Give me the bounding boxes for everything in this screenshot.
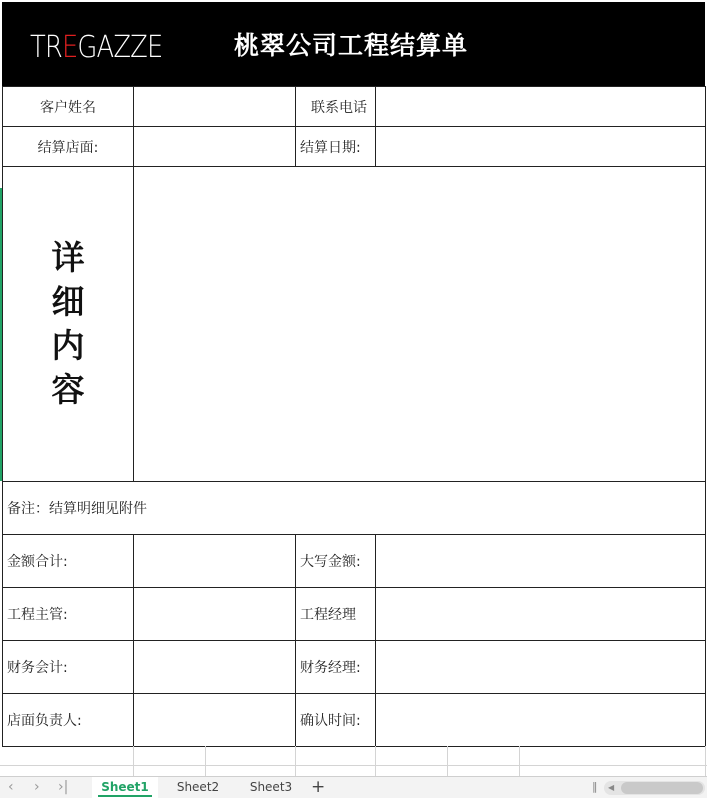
add-sheet-button[interactable]: +: [311, 777, 326, 797]
form-header: [2, 2, 705, 86]
next-sheet-icon[interactable]: ›: [34, 779, 40, 795]
customer-name-cell[interactable]: [133, 86, 296, 127]
supervisor-cell[interactable]: [133, 587, 296, 641]
scrollbar-thumb[interactable]: [621, 782, 703, 794]
tab-sheet2[interactable]: Sheet2: [176, 780, 220, 794]
tab-sheet1[interactable]: Sheet1: [92, 777, 158, 798]
grid-line: [375, 746, 376, 776]
scroll-left-icon[interactable]: ◀: [608, 783, 615, 792]
accountant-cell[interactable]: [133, 640, 296, 694]
customer-name-label[interactable]: 客户姓名: [2, 86, 134, 127]
accountant-label[interactable]: 财务会计:: [2, 640, 134, 694]
total-amount-cell[interactable]: [133, 534, 296, 588]
brand-logo: TREGAZZE: [30, 30, 163, 65]
grid-line: [295, 746, 296, 776]
project-manager-label[interactable]: 工程经理: [295, 587, 376, 641]
phone-label[interactable]: 联系电话: [295, 86, 376, 127]
grid-line: [705, 746, 706, 776]
store-head-label[interactable]: 店面负责人:: [2, 693, 134, 747]
first-sheet-icon[interactable]: ‹: [8, 779, 14, 795]
tab-sheet3[interactable]: Sheet3: [249, 780, 293, 794]
grid-line: [133, 746, 134, 776]
grid-line: [205, 746, 206, 776]
phone-cell[interactable]: [375, 86, 706, 127]
confirm-time-label[interactable]: 确认时间:: [295, 693, 376, 747]
store-head-cell[interactable]: [133, 693, 296, 747]
project-manager-cell[interactable]: [375, 587, 706, 641]
last-sheet-icon[interactable]: ›|: [58, 779, 69, 795]
settlement-date-label[interactable]: 结算日期:: [295, 126, 376, 167]
remark-cell[interactable]: 备注：结算明细见附件: [2, 481, 706, 535]
splitter-handle-icon[interactable]: ‖: [592, 780, 598, 793]
grid-line: [0, 765, 707, 766]
finance-manager-label[interactable]: 财务经理:: [295, 640, 376, 694]
uppercase-amount-label[interactable]: 大写金额:: [295, 534, 376, 588]
store-cell[interactable]: [133, 126, 296, 167]
finance-manager-cell[interactable]: [375, 640, 706, 694]
grid-line: [447, 746, 448, 776]
grid-line: [519, 746, 520, 776]
detail-content-cell[interactable]: [133, 166, 706, 482]
detail-label: 详细内容: [51, 238, 85, 409]
store-label[interactable]: 结算店面:: [2, 126, 134, 167]
settlement-date-cell[interactable]: [375, 126, 706, 167]
sheet-tab-bar: [0, 776, 707, 798]
form-title: 桃翠公司工程结算单: [234, 31, 469, 60]
uppercase-amount-cell[interactable]: [375, 534, 706, 588]
total-amount-label[interactable]: 金额合计:: [2, 534, 134, 588]
confirm-time-cell[interactable]: [375, 693, 706, 747]
supervisor-label[interactable]: 工程主管:: [2, 587, 134, 641]
detail-label-cell[interactable]: [2, 166, 134, 482]
